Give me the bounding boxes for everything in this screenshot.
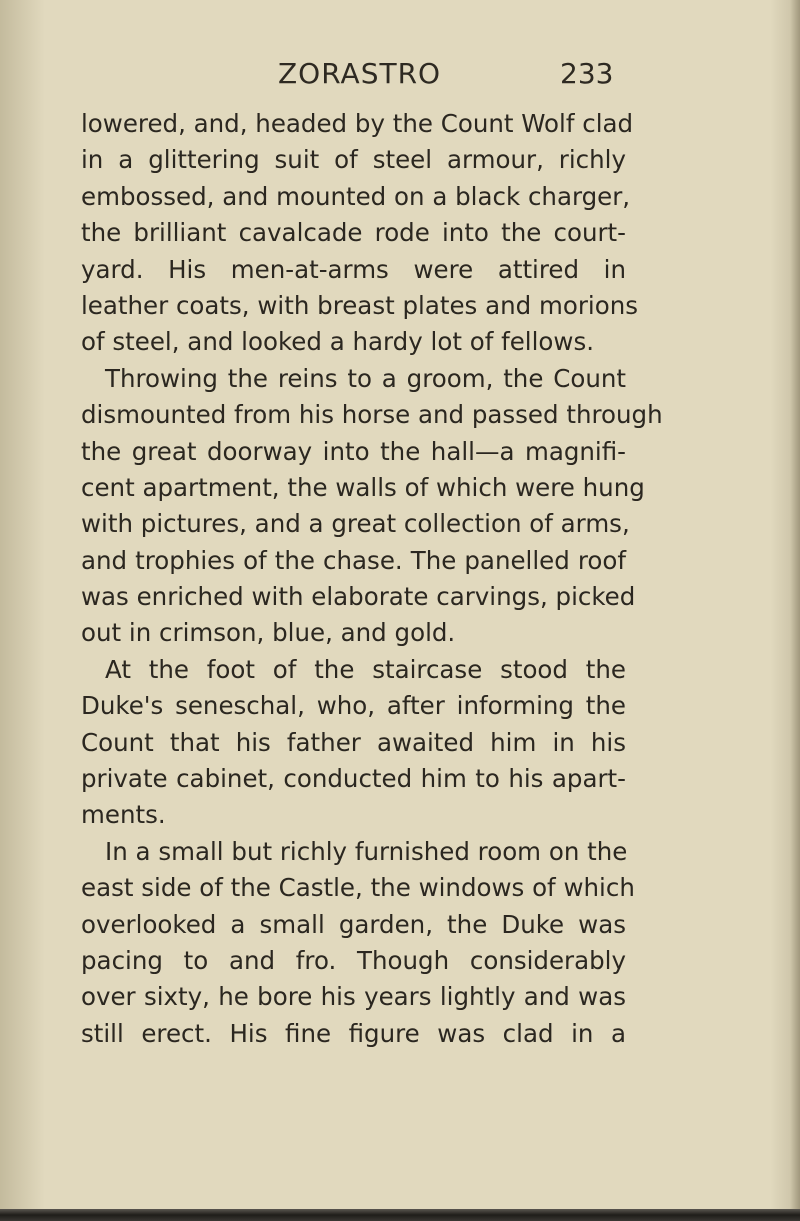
text-line: was enriched with elaborate carvings, picked bbox=[81, 582, 636, 612]
text-line: leather coats, with breast plates and morions bbox=[81, 290, 638, 320]
text-line: still erect. His fine figure was clad in a bbox=[81, 1018, 626, 1048]
text-line: the great doorway into the hall—a magnifi- bbox=[81, 436, 626, 466]
text-line: cent apartment, the walls of which were hung bbox=[81, 472, 645, 502]
text-line: and trophies of the chase. The panelled roof bbox=[81, 545, 626, 575]
text-line: yard. His men-at-arms were attired in bbox=[81, 254, 626, 284]
text-line: in a glittering suit of steel armour, richly bbox=[81, 145, 626, 175]
body-text bbox=[81, 106, 663, 1052]
text-line: embossed, and mounted on a black charger, bbox=[81, 181, 631, 211]
text-line: lowered, and, headed by the Count Wolf clad bbox=[81, 109, 634, 138]
text-line: out in crimson, blue, and gold. bbox=[81, 618, 456, 648]
text-line: dismounted from his horse and passed through bbox=[81, 400, 663, 430]
page-bottom-edge bbox=[0, 1209, 800, 1221]
text-line: pacing to and fro. Though considerably bbox=[81, 945, 626, 975]
page-header bbox=[0, 56, 800, 96]
page-number: 233 bbox=[560, 57, 614, 90]
text-line: of steel, and looked a hardy lot of fellows. bbox=[81, 327, 595, 357]
text-line: Count that his father awaited him in his bbox=[81, 727, 626, 757]
text-line: overlooked a small garden, the Duke was bbox=[81, 909, 626, 939]
text-line: private cabinet, conducted him to his apart- bbox=[81, 764, 626, 794]
text-line: In a small but richly furnished room on the bbox=[105, 836, 628, 866]
text-line: ments. bbox=[81, 800, 166, 830]
text-line: east side of the Castle, the windows of which bbox=[81, 873, 635, 903]
text-line: Duke's seneschal, who, after informing the bbox=[81, 691, 626, 721]
page-edge-shadow bbox=[790, 0, 800, 1221]
text-line: Throwing the reins to a groom, the Count bbox=[105, 363, 626, 393]
text-line: the brilliant cavalcade rode into the court- bbox=[81, 218, 626, 248]
text-line: with pictures, and a great collection of arms, bbox=[81, 509, 630, 539]
text-line: over sixty, he bore his years lightly and was bbox=[81, 982, 626, 1012]
text-line: At the foot of the staircase stood the bbox=[105, 654, 626, 684]
running-title: ZORASTRO bbox=[278, 57, 442, 90]
